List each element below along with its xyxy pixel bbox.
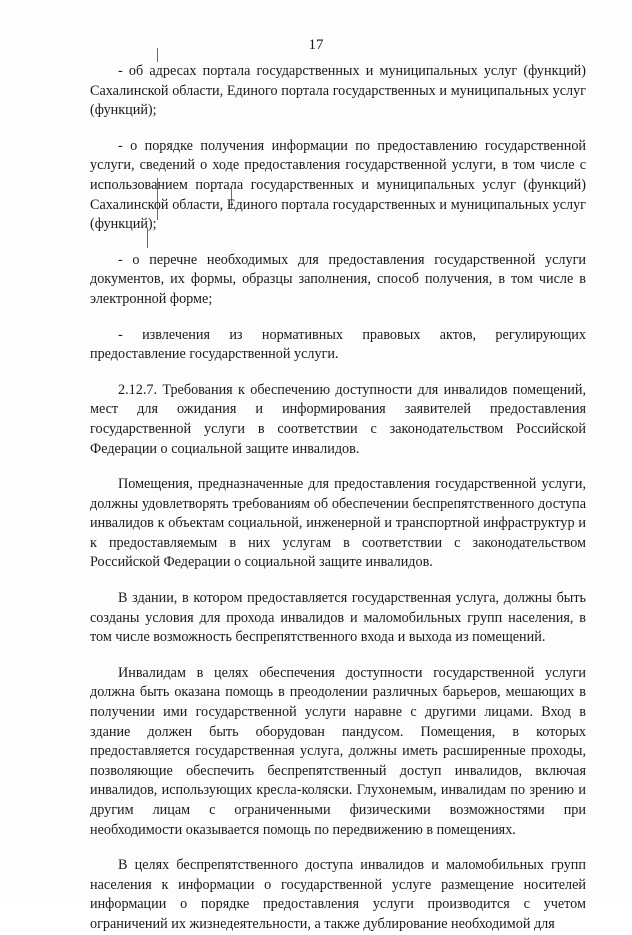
paragraph-premises-requirements: Помещения, предназначенные для предоставления государственной услуги, должны удовлетворять требованиям об обеспечении беспрепятственного доступа инвалидов к объектам социальной, инженерной и транспортной инфраструктур и к предоставляемым в них услугам в соответствии с законодательством Российской Федерации о социальной защите инвалидов. — [90, 476, 586, 571]
page-number: 17 — [308, 37, 324, 53]
scan-artifact-line — [157, 48, 158, 62]
section-2-12-7-heading: 2.12.7. Требования к обеспечению доступности для инвалидов помещений, мест для ожидания и информирования заявителей предоставления государственной услуги в соответствии с законодательством Российской Федерации о социальной защите инвалидов. — [90, 381, 586, 457]
paragraph-information-access: В целях беспрепятственного доступа инвалидов и маломобильных групп населения к информации о государственной услуге размещение носителей информации о порядке предоставления услуги производится с учетом ограничений их жизнедеятельности, а также дублирование необходимой для — [90, 857, 586, 932]
list-item-legal-extracts: - извлечения из нормативных правовых актов, регулирующих предоставление государственной услуги. — [90, 326, 586, 363]
list-item-information-procedure: - о порядке получения информации по предоставлению государственной услуги, сведений о ходе предоставления государственной услуги, в том числе с использованием портала государственных и муниципальных услуг (функций) Сахалинской области, Единого портала государственных и муниципальных услуг (функций); — [90, 137, 586, 233]
paragraph-building-conditions: В здании, в котором предоставляется государственная услуга, должны быть созданы условия для прохода инвалидов и маломобильных групп населения, в том числе возможность беспрепятственного входа и выхода из помещений. — [90, 590, 586, 646]
list-item-portal-addresses: - об адресах портала государственных и муниципальных услуг (функций) Сахалинской области, Единого портала государственных и муниципальных услуг (функций); — [90, 63, 586, 119]
paragraph-assistance-to-disabled: Инвалидам в целях обеспечения доступности государственной услуги должна быть оказана помощь в преодолении различных барьеров, мешающих в получении ими государственной услуги наравне с другими лицами. Вход в здание должен быть оборудован пандусом. Помещения, в которых предоставляется государственная услуга, должны иметь расширенные проходы, позволяющие обеспечить беспрепятственный доступ инвалидов, включая инвалидов, использующих кресла-коляски. Глухонемым, инвалидам по зрению и другим лицам с ограниченными физическими возможностями при необходимости оказывается помощь по передвижению в помещениях. — [90, 664, 586, 838]
document-body — [90, 62, 586, 935]
list-item-documents-list: - о перечне необходимых для предоставления государственной услуги документов, их формы, образцы заполнения, способ получения, в том числе в электронной форме; — [90, 251, 586, 307]
